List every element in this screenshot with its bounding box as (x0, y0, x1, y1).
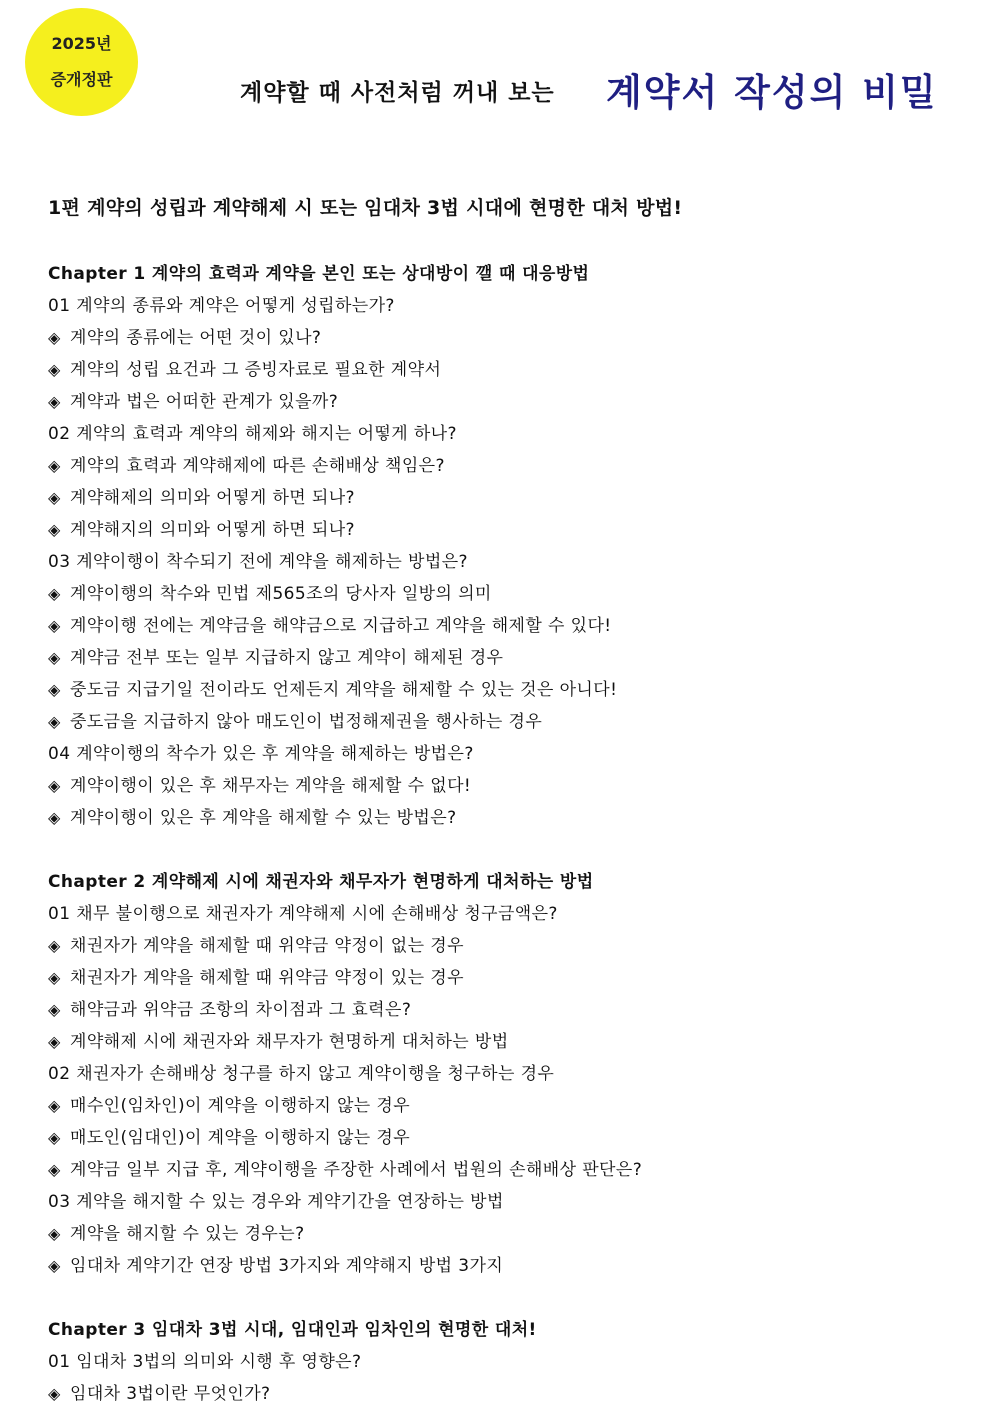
toc-item (48, 610, 968, 642)
diamond-bullet-icon: ◈ (48, 1384, 61, 1403)
diamond-bullet-icon: ◈ (48, 1032, 61, 1051)
toc-item (48, 514, 968, 546)
chapter-block (48, 1314, 968, 1410)
diamond-bullet-icon: ◈ (48, 968, 61, 987)
diamond-bullet-icon: ◈ (48, 488, 61, 507)
chapter-block (48, 866, 968, 1282)
toc-section: 01 채무 불이행으로 채권자가 계약해제 시에 손해배상 청구금액은? (48, 904, 558, 924)
diamond-bullet-icon: ◈ (48, 1256, 61, 1275)
diamond-bullet-icon: ◈ (48, 680, 61, 699)
diamond-bullet-icon: ◈ (48, 1128, 61, 1147)
book-title: 계약서 작성의 비밀 (606, 71, 938, 114)
edition-badge (25, 8, 138, 116)
toc-item (48, 1154, 968, 1186)
toc-item-text: 계약의 성립 요건과 그 증빙자료로 필요한 계약서 (70, 360, 442, 380)
diamond-bullet-icon: ◈ (48, 584, 61, 603)
toc-item (48, 578, 968, 610)
toc-item (48, 1090, 968, 1122)
chapter-title: Chapter 3 임대차 3법 시대, 임대인과 임차인의 현명한 대처! (48, 1320, 537, 1340)
toc-item-text: 계약이행의 착수와 민법 제565조의 당사자 일방의 의미 (70, 584, 492, 604)
toc-item-text: 중도금 지급기일 전이라도 언제든지 계약을 해제할 수 있는 것은 아니다! (70, 680, 618, 700)
badge-year: 2025년 (51, 34, 112, 53)
toc-item-text: 계약이행이 있은 후 계약을 해제할 수 있는 방법은? (70, 808, 457, 828)
toc-item-text: 해약금과 위약금 조항의 차이점과 그 효력은? (70, 1000, 412, 1020)
toc-item (48, 1378, 968, 1410)
diamond-bullet-icon: ◈ (48, 936, 61, 955)
diamond-bullet-icon: ◈ (48, 520, 61, 539)
toc-item (48, 962, 968, 994)
toc-item-text: 계약금 일부 지급 후, 계약이행을 주장한 사례에서 법원의 손해배상 판단은? (70, 1160, 643, 1180)
toc-item-text: 채권자가 계약을 해제할 때 위약금 약정이 없는 경우 (70, 936, 464, 956)
toc-item (48, 674, 968, 706)
toc-item (48, 386, 968, 418)
toc-item-text: 계약이행이 있은 후 채무자는 계약을 해제할 수 없다! (70, 776, 472, 796)
toc-section: 04 계약이행의 착수가 있은 후 계약을 해제하는 방법은? (48, 744, 474, 764)
toc-item-text: 계약해제의 의미와 어떻게 하면 되나? (70, 488, 355, 508)
toc-item-text: 계약을 해지할 수 있는 경우는? (70, 1224, 305, 1244)
toc-item-text: 중도금을 지급하지 않아 매도인이 법정해제권을 행사하는 경우 (70, 712, 543, 732)
toc-item-text: 계약과 법은 어떠한 관계가 있을까? (70, 392, 339, 412)
diamond-bullet-icon: ◈ (48, 1000, 61, 1019)
chapter-title: Chapter 2 계약해제 시에 채권자와 채무자가 현명하게 대처하는 방법 (48, 872, 594, 892)
diamond-bullet-icon: ◈ (48, 1224, 61, 1243)
chapter-title: Chapter 1 계약의 효력과 계약을 본인 또는 상대방이 깰 때 대응방법 (48, 264, 590, 284)
toc-item-text: 임대차 계약기간 연장 방법 3가지와 계약해지 방법 3가지 (70, 1256, 504, 1276)
chapter-block (48, 258, 968, 834)
toc-section: 03 계약이행이 착수되기 전에 계약을 해제하는 방법은? (48, 552, 468, 572)
toc-item-text: 매도인(임대인)이 계약을 이행하지 않는 경우 (70, 1128, 411, 1148)
toc-item (48, 770, 968, 802)
toc-item (48, 482, 968, 514)
toc-item (48, 1250, 968, 1282)
toc-item (48, 994, 968, 1026)
part-title: 1편 계약의 성립과 계약해제 시 또는 임대차 3법 시대에 현명한 대처 방법! (48, 197, 683, 219)
toc-item (48, 802, 968, 834)
toc-section: 01 계약의 종류와 계약은 어떻게 성립하는가? (48, 296, 395, 316)
diamond-bullet-icon: ◈ (48, 776, 61, 795)
toc-item (48, 930, 968, 962)
toc-section: 03 계약을 해지할 수 있는 경우와 계약기간을 연장하는 방법 (48, 1192, 504, 1212)
toc-item (48, 1122, 968, 1154)
diamond-bullet-icon: ◈ (48, 328, 61, 347)
badge-edition: 증개정판 (50, 70, 113, 89)
toc-item-text: 계약금 전부 또는 일부 지급하지 않고 계약이 해제된 경우 (70, 648, 504, 668)
diamond-bullet-icon: ◈ (48, 648, 61, 667)
toc-item-text: 계약이행 전에는 계약금을 해약금으로 지급하고 계약을 해제할 수 있다! (70, 616, 612, 636)
toc-item-text: 임대차 3법이란 무엇인가? (70, 1384, 271, 1404)
toc-section: 01 임대차 3법의 의미와 시행 후 영향은? (48, 1352, 362, 1372)
diamond-bullet-icon: ◈ (48, 1096, 61, 1115)
toc-item (48, 706, 968, 738)
diamond-bullet-icon: ◈ (48, 392, 61, 411)
diamond-bullet-icon: ◈ (48, 1160, 61, 1179)
toc-item-text: 계약의 효력과 계약해제에 따른 손해배상 책임은? (70, 456, 445, 476)
table-of-contents (48, 258, 968, 1410)
diamond-bullet-icon: ◈ (48, 360, 61, 379)
toc-item (48, 1026, 968, 1058)
toc-item (48, 322, 968, 354)
toc-section: 02 계약의 효력과 계약의 해제와 해지는 어떻게 하나? (48, 424, 457, 444)
diamond-bullet-icon: ◈ (48, 616, 61, 635)
diamond-bullet-icon: ◈ (48, 456, 61, 475)
toc-item-text: 채권자가 계약을 해제할 때 위약금 약정이 있는 경우 (70, 968, 464, 988)
diamond-bullet-icon: ◈ (48, 808, 61, 827)
diamond-bullet-icon: ◈ (48, 712, 61, 731)
toc-item-text: 매수인(임차인)이 계약을 이행하지 않는 경우 (70, 1096, 411, 1116)
toc-section: 02 채권자가 손해배상 청구를 하지 않고 계약이행을 청구하는 경우 (48, 1064, 555, 1084)
toc-item-text: 계약해지의 의미와 어떻게 하면 되나? (70, 520, 355, 540)
toc-item-text: 계약의 종류에는 어떤 것이 있나? (70, 328, 322, 348)
toc-item (48, 642, 968, 674)
book-subtitle: 계약할 때 사전처럼 꺼내 보는 (240, 80, 555, 106)
toc-item (48, 1218, 968, 1250)
toc-item-text: 계약해제 시에 채권자와 채무자가 현명하게 대처하는 방법 (70, 1032, 509, 1052)
toc-item (48, 450, 968, 482)
toc-item (48, 354, 968, 386)
